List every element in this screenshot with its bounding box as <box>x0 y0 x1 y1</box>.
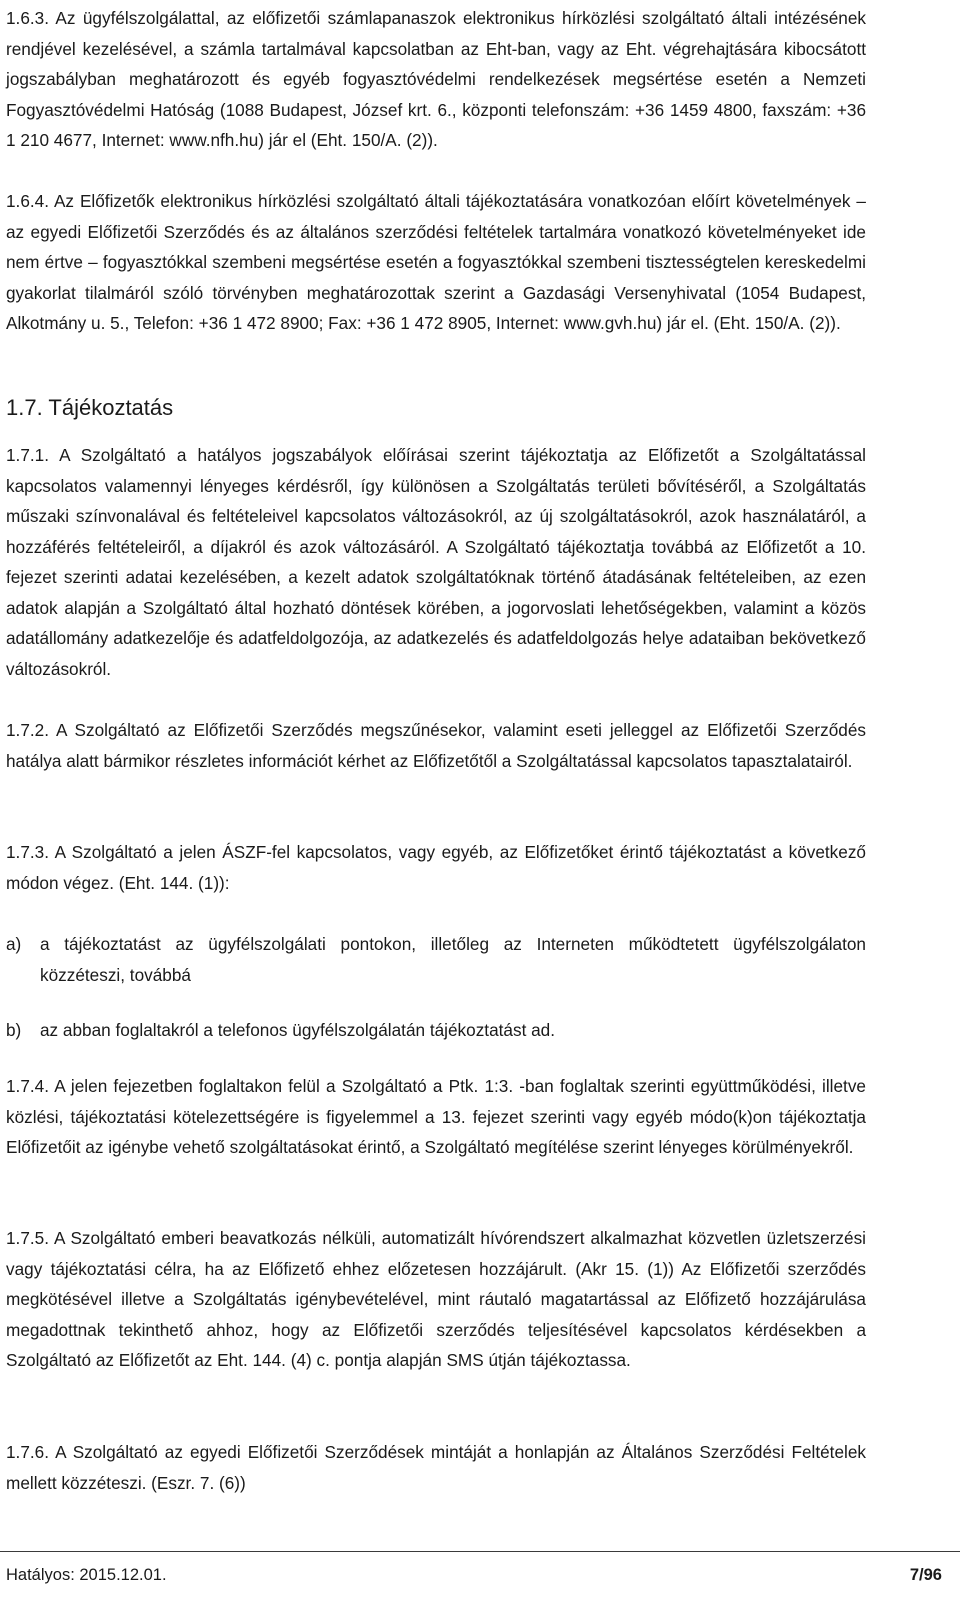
paragraph-1-6-3: 1.6.3. Az ügyfélszolgálattal, az előfizetői számlapanaszok elektronikus hírközlési szolgáltató általi intézésének rendjével kezelésével, a számla tartalmával kapcsolatban az Eht-ban, vagy az Eht. végrehajtására kibocsátott jogszabályban meghatározott és egyéb fogyasztóvédelmi rendelkezések megsértése esetén a Nemzeti Fogyasztóvédelmi Hatóság (1088 Budapest, József krt. 6., központi telefonszám: +36 1459 4800, faxszám: +36 1 210 4677, Internet: www.nfh.hu) jár el (Eht. 150/A. (2)). <box>6 8 866 150</box>
list-marker: a) <box>6 934 22 954</box>
effective-date: Hatályos: 2015.12.01. <box>6 1566 167 1584</box>
paragraph-1-6-4: 1.6.4. Az Előfizetők elektronikus hírközlési szolgáltató általi tájékoztatására vonatkozóan előírt követelmények – az egyedi Előfizetői Szerződés és az általános szerződési feltételek tartalmára vonatkozó követelményeket ide nem értve – fogyasztókkal szembeni megsértése esetén a fogyasztókkal szembeni tisztességtelen kereskedelmi gyakorlat tilalmáról szóló törvényben meghatározottak szerint a Gazdasági Versenyhivatal (1054 Budapest, Alkotmány u. 5., Telefon: +36 1 472 8900; Fax: +36 1 472 8905, Internet: www.gvh.hu) jár el. (Eht. 150/A. (2)). <box>6 191 866 333</box>
list-item-text: a tájékoztatást az ügyfélszolgálati pontokon, illetőleg az Interneten működtetett ügyfélszolgálaton közzéteszi, továbbá <box>40 934 866 985</box>
list-marker: b) <box>6 1020 22 1040</box>
page-number: 7/96 <box>909 1566 942 1584</box>
footer-divider <box>0 1551 960 1552</box>
paragraph-1-7-3: 1.7.3. A Szolgáltató a jelen ÁSZF-fel kapcsolatos, vagy egyéb, az Előfizetőket érintő tájékoztatást a következő módon végez. (Eht. 144. (1)): <box>6 842 866 893</box>
paragraph-1-7-1: 1.7.1. A Szolgáltató a hatályos jogszabályok előírásai szerint tájékoztatja az Előfizetőt a Szolgáltatással kapcsolatos valamennyi lényeges kérdésről, így különösen a Szolgáltatás területi bővítéséről, a Szolgáltatás műszaki színvonalával és feltételeivel kapcsolatos változásokról, az új szolgáltatásokról, azok használatáról, a hozzáférés feltételeiről, a díjakról és azok változásáról. A Szolgáltató tájékoztatja továbbá az Előfizetőt a 10. fejezet szerinti adatai kezelésében, a kezelt adatok szolgáltatóknak történő átadásának feltételeiben, az ezen adatok alapján a Szolgáltató által hozható döntések körében, a jogorvoslati lehetőségekben, valamint a közös adatállomány adatkezelője és adatfeldolgozója, az adatkezelés és adatfeldolgozás helye adataiban bekövetkező változásokról. <box>6 445 866 679</box>
paragraph-1-7-4: 1.7.4. A jelen fejezetben foglaltakon felül a Szolgáltató a Ptk. 1:3. -ban foglaltak szerinti együttműködési, illetve közlési, tájékoztatási kötelezettségére is figyelemmel a 13. fejezet szerinti vagy egyéb módo(k)on tájékoztatja Előfizetőit az igénybe vehető szolgáltatásokat érintő, a Szolgáltató megítélése szerint lényeges körülményekről. <box>6 1076 866 1157</box>
list-item-text: az abban foglaltakról a telefonos ügyfélszolgálatán tájékoztatást ad. <box>40 1020 556 1040</box>
section-heading: 1.7. Tájékoztatás <box>6 395 174 420</box>
paragraph-1-7-6: 1.7.6. A Szolgáltató az egyedi Előfizetői Szerződések mintáját a honlapján az Általános Szerződési Feltételek mellett közzéteszi. (Eszr. 7. (6)) <box>6 1442 866 1493</box>
paragraph-1-7-5: 1.7.5. A Szolgáltató emberi beavatkozás nélküli, automatizált hívórendszert alkalmazhat közvetlen üzletszerzési vagy tájékoztatási célra, ha az Előfizető ehhez előzetesen hozzájárult. (Akr 15. (1)) Az Előfizetői szerződés megkötésével illetve a Szolgáltatás igénybevételével, mint ráutaló magatartással az Előfizető hozzájárulása megadottnak tekinthető ahhoz, hogy az Előfizetői szerződés teljesítésével kapcsolatos kérdésekben a Szolgáltató az Előfizetőt az Eht. 144. (4) c. pontja alapján SMS útján tájékoztassa. <box>6 1228 866 1370</box>
paragraph-1-7-2: 1.7.2. A Szolgáltató az Előfizetői Szerződés megszűnésekor, valamint eseti jelleggel az Előfizetői Szerződés hatálya alatt bármikor részletes információt kérhet az Előfizetőtől a Szolgáltatással kapcsolatos tapasztalatairól. <box>6 720 866 771</box>
